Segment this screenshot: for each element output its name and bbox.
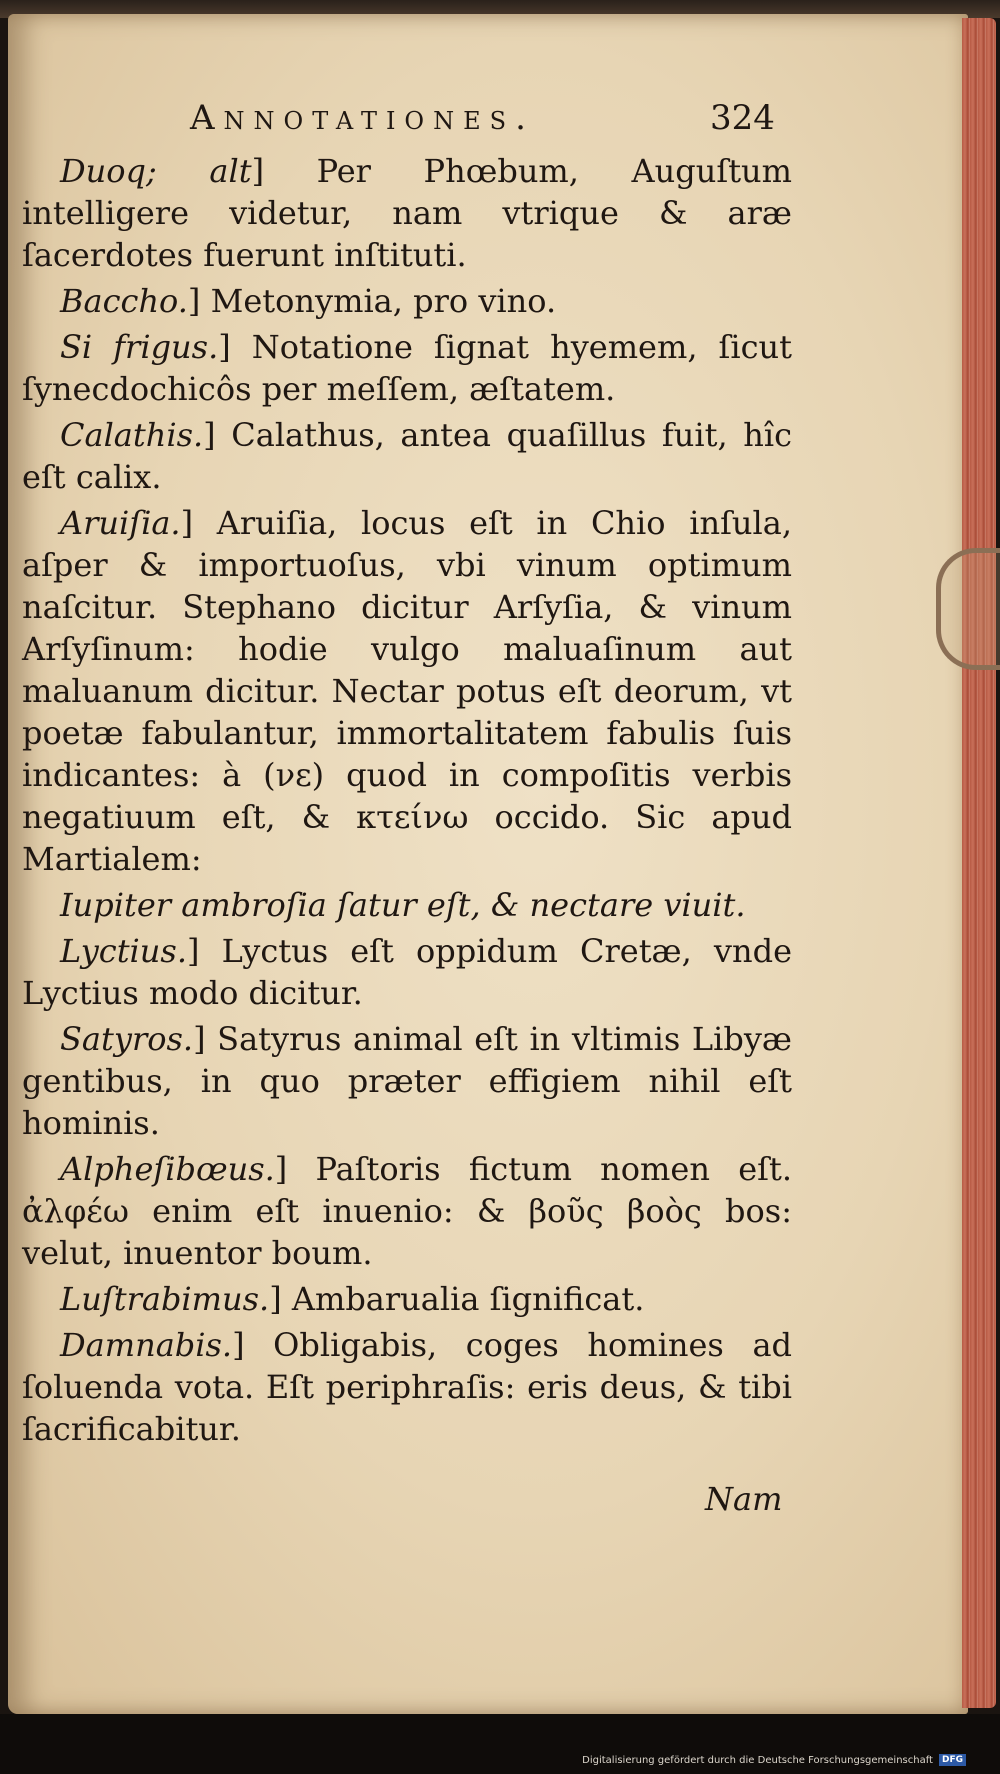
note-paragraph	[22, 1148, 792, 1274]
note-lemma: Luſtrabimus.	[60, 1280, 270, 1318]
page-number: 324	[710, 98, 775, 138]
page-clip	[936, 548, 1000, 670]
annotation-text	[22, 150, 792, 1454]
quoted-verse: Iupiter ambroſia ſatur eſt, & nectare viuit.	[60, 886, 746, 924]
note-lemma: Lyctius.	[60, 932, 187, 970]
running-head: Annotationes.	[190, 98, 535, 138]
note-paragraph	[22, 1324, 792, 1450]
note-body: ] Per Phœbum, Auguſtum intelligere videtur, nam vtrique & aræ ſacerdotes fuerunt inſtituti.	[22, 152, 793, 274]
note-lemma: Baccho.	[60, 282, 188, 320]
note-body: ] Lyctus eſt oppidum Cretæ, vnde Lyctius modo dicitur.	[22, 932, 792, 1012]
note-paragraph	[22, 502, 792, 880]
note-lemma: Si frigus.	[60, 328, 219, 366]
page-edges	[962, 18, 996, 1708]
digitization-credit: Digitalisierung gefördert durch die Deutsche Forschungsgemeinschaft	[582, 1754, 933, 1766]
note-paragraph	[22, 1278, 792, 1320]
note-body: ] Metonymia, pro vino.	[187, 282, 557, 320]
note-paragraph	[22, 326, 792, 410]
note-paragraph	[22, 930, 792, 1014]
catchword: Nam	[705, 1480, 783, 1518]
note-body: ] Paſtoris fictum nomen eſt. ἀλφέω enim eſt inuenio: & βοῦς βοὸς bos: velut, inuentor boum.	[22, 1150, 792, 1272]
note-lemma: Duoq; alt	[60, 152, 252, 190]
note-paragraph	[22, 280, 792, 322]
note-lemma: Calathis.	[60, 416, 204, 454]
note-body: ] Calathus, antea quaſillus fuit, hîc eſt calix.	[22, 416, 792, 496]
note-paragraph	[22, 1018, 792, 1144]
dfg-logo-icon: DFG	[939, 1754, 966, 1766]
note-body: ] Ambarualia ſignificat.	[269, 1280, 645, 1318]
note-body: ] Notatione ſignat hyemem, ſicut ſynecdochicôs per meſſem, æſtatem.	[22, 328, 793, 408]
note-body: ] Obligabis, coges homines ad ſoluenda vota. Eſt periphraſis: eris deus, & tibi ſacrificabitur.	[22, 1326, 792, 1448]
note-lemma: Aruiſia.	[60, 504, 181, 542]
note-paragraph	[22, 150, 792, 276]
note-lemma: Satyros.	[60, 1020, 194, 1058]
page-header	[190, 98, 790, 148]
note-body: ] Aruiſia, locus eſt in Chio inſula, aſper & importuoſus, vbi vinum optimum naſcitur. Stephano dicitur Arſyſia, & vinum Arſyſinum: hodie vulgo maluaſinum aut maluanum dicitur. Nectar potus eſt deorum, vt poetæ fabulantur, immortalitatem fabulis ſuis indicantes: à (νε) quod in compoſitis verbis negatiuum eſt, & κτείνω occido. Sic apud Martialem:	[22, 504, 792, 878]
digitization-footer	[582, 1754, 966, 1766]
note-paragraph	[22, 414, 792, 498]
note-lemma: Alpheſibœus.	[60, 1150, 275, 1188]
note-lemma: Damnabis.	[60, 1326, 233, 1364]
note-body: ] Satyrus animal eſt in vltimis Libyæ gentibus, in quo præter effigiem nihil eſt hominis.	[22, 1020, 792, 1142]
